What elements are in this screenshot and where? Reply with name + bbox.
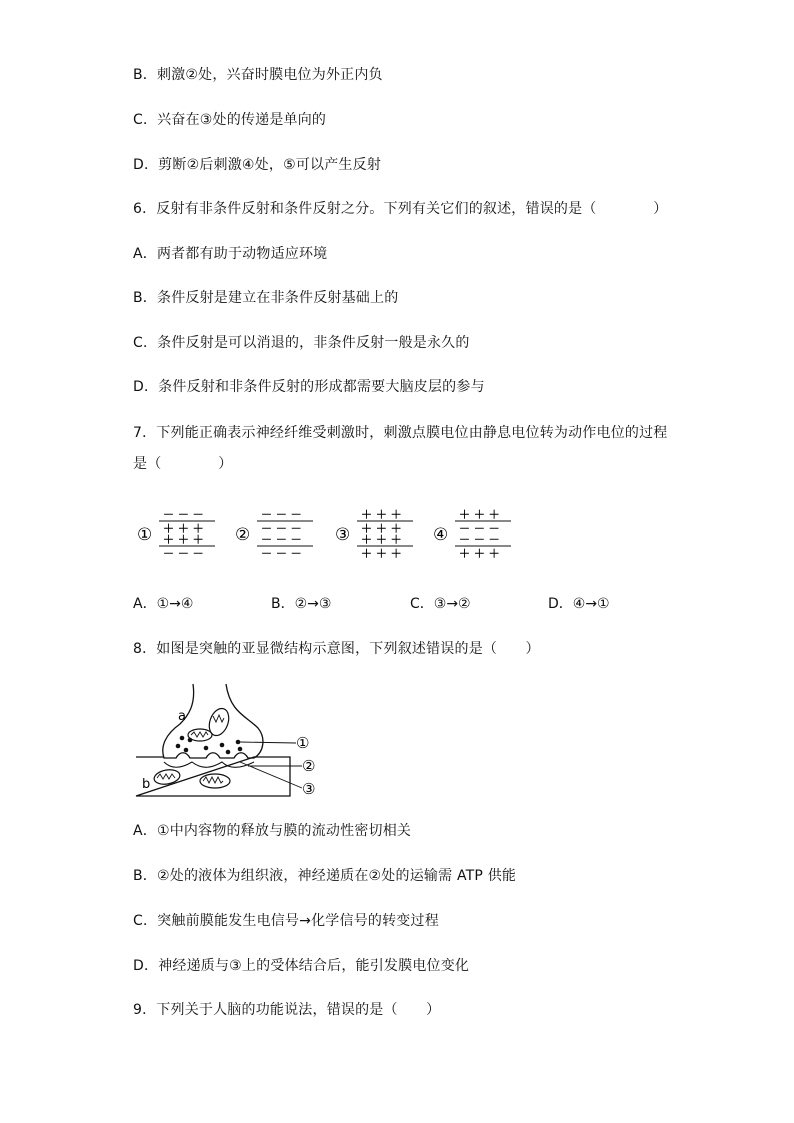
membrane-item-label: ② xyxy=(235,525,251,545)
q7-option-b: B．②→③ xyxy=(271,596,332,612)
membrane-item-label: ④ xyxy=(433,525,449,545)
membrane-row-2: ＋ ＋ ＋ xyxy=(163,522,204,535)
q8-option-a: A．①中内容物的释放与膜的流动性密切相关 xyxy=(133,823,412,839)
membrane-row-1: ＋ ＋ ＋ xyxy=(459,508,500,521)
callout-2: ② xyxy=(302,757,316,775)
membrane-row-4: ＋ ＋ ＋ xyxy=(459,547,500,560)
q6-stem: 6．反射有非条件反射和条件反射之分。下列有关它们的叙述，错误的是（ ） xyxy=(133,201,668,217)
callout-3: ③ xyxy=(302,780,316,798)
q8-stem: 8．如图是突触的亚显微结构示意图，下列叙述错误的是（ ） xyxy=(133,641,540,657)
label-a: a xyxy=(178,709,186,724)
q7-option-d: D．④→① xyxy=(548,596,610,612)
q8-option-c: C．突触前膜能发生电信号→化学信号的转变过程 xyxy=(133,913,439,929)
membrane-row-4: － － － xyxy=(261,547,302,560)
membrane-row-1: ＋ ＋ ＋ xyxy=(361,508,402,521)
q6-option-b: B．条件反射是建立在非条件反射基础上的 xyxy=(133,290,399,306)
callout-1: ① xyxy=(296,734,310,752)
membrane-row-3: ＋ ＋ ＋ xyxy=(361,533,402,546)
membrane-row-3: － － － xyxy=(459,533,500,546)
membrane-row-4: － － － xyxy=(163,547,204,560)
q7-option-c: C．③→② xyxy=(410,596,471,612)
membrane-row-3: ＋ ＋ ＋ xyxy=(163,533,204,546)
q5-option-d: D．剪断②后刺激④处，⑤可以产生反射 xyxy=(133,157,382,173)
membrane-row-3: － － － xyxy=(261,533,302,546)
q8-option-b: B．②处的液体为组织液，神经递质在②处的运输需 ATP 供能 xyxy=(133,868,517,884)
q9-stem: 9．下列关于人脑的功能说法，错误的是（ ） xyxy=(133,1002,441,1018)
membrane-row-1: － － － xyxy=(261,508,302,521)
q6-option-c: C．条件反射是可以消退的，非条件反射一般是永久的 xyxy=(133,335,470,351)
membrane-row-1: － － － xyxy=(163,508,204,521)
membrane-potential-figure xyxy=(135,505,515,560)
membrane-row-2: ＋ ＋ ＋ xyxy=(361,522,402,535)
q6-option-a: A．两者都有助于动物适应环境 xyxy=(133,246,328,262)
membrane-item-label: ③ xyxy=(335,525,351,545)
membrane-row-2: － － － xyxy=(261,522,302,535)
q5-option-c: C．兴奋在③处的传递是单向的 xyxy=(133,112,327,128)
label-b: b xyxy=(142,777,151,792)
q8-option-d: D．神经递质与③上的受体结合后，能引发膜电位变化 xyxy=(133,958,470,974)
membrane-item-2 xyxy=(235,508,313,560)
membrane-item-3 xyxy=(335,508,413,560)
q7-stem-line2: 是（ ） xyxy=(133,456,233,472)
membrane-item-4 xyxy=(433,508,511,560)
synapse-diagram xyxy=(130,680,330,800)
membrane-item-1 xyxy=(137,508,215,560)
membrane-row-2: － － － xyxy=(459,522,500,535)
q7-option-a: A．①→④ xyxy=(133,596,194,612)
q5-option-b: B．刺激②处，兴奋时膜电位为外正内负 xyxy=(133,67,383,83)
q6-option-d: D．条件反射和非条件反射的形成都需要大脑皮层的参与 xyxy=(133,379,485,395)
membrane-row-4: ＋ ＋ ＋ xyxy=(361,547,402,560)
q7-stem-line1: 7．下列能正确表示神经纤维受刺激时，刺激点膜电位由静息电位转为动作电位的过程 xyxy=(133,425,668,441)
membrane-item-label: ① xyxy=(137,525,153,545)
